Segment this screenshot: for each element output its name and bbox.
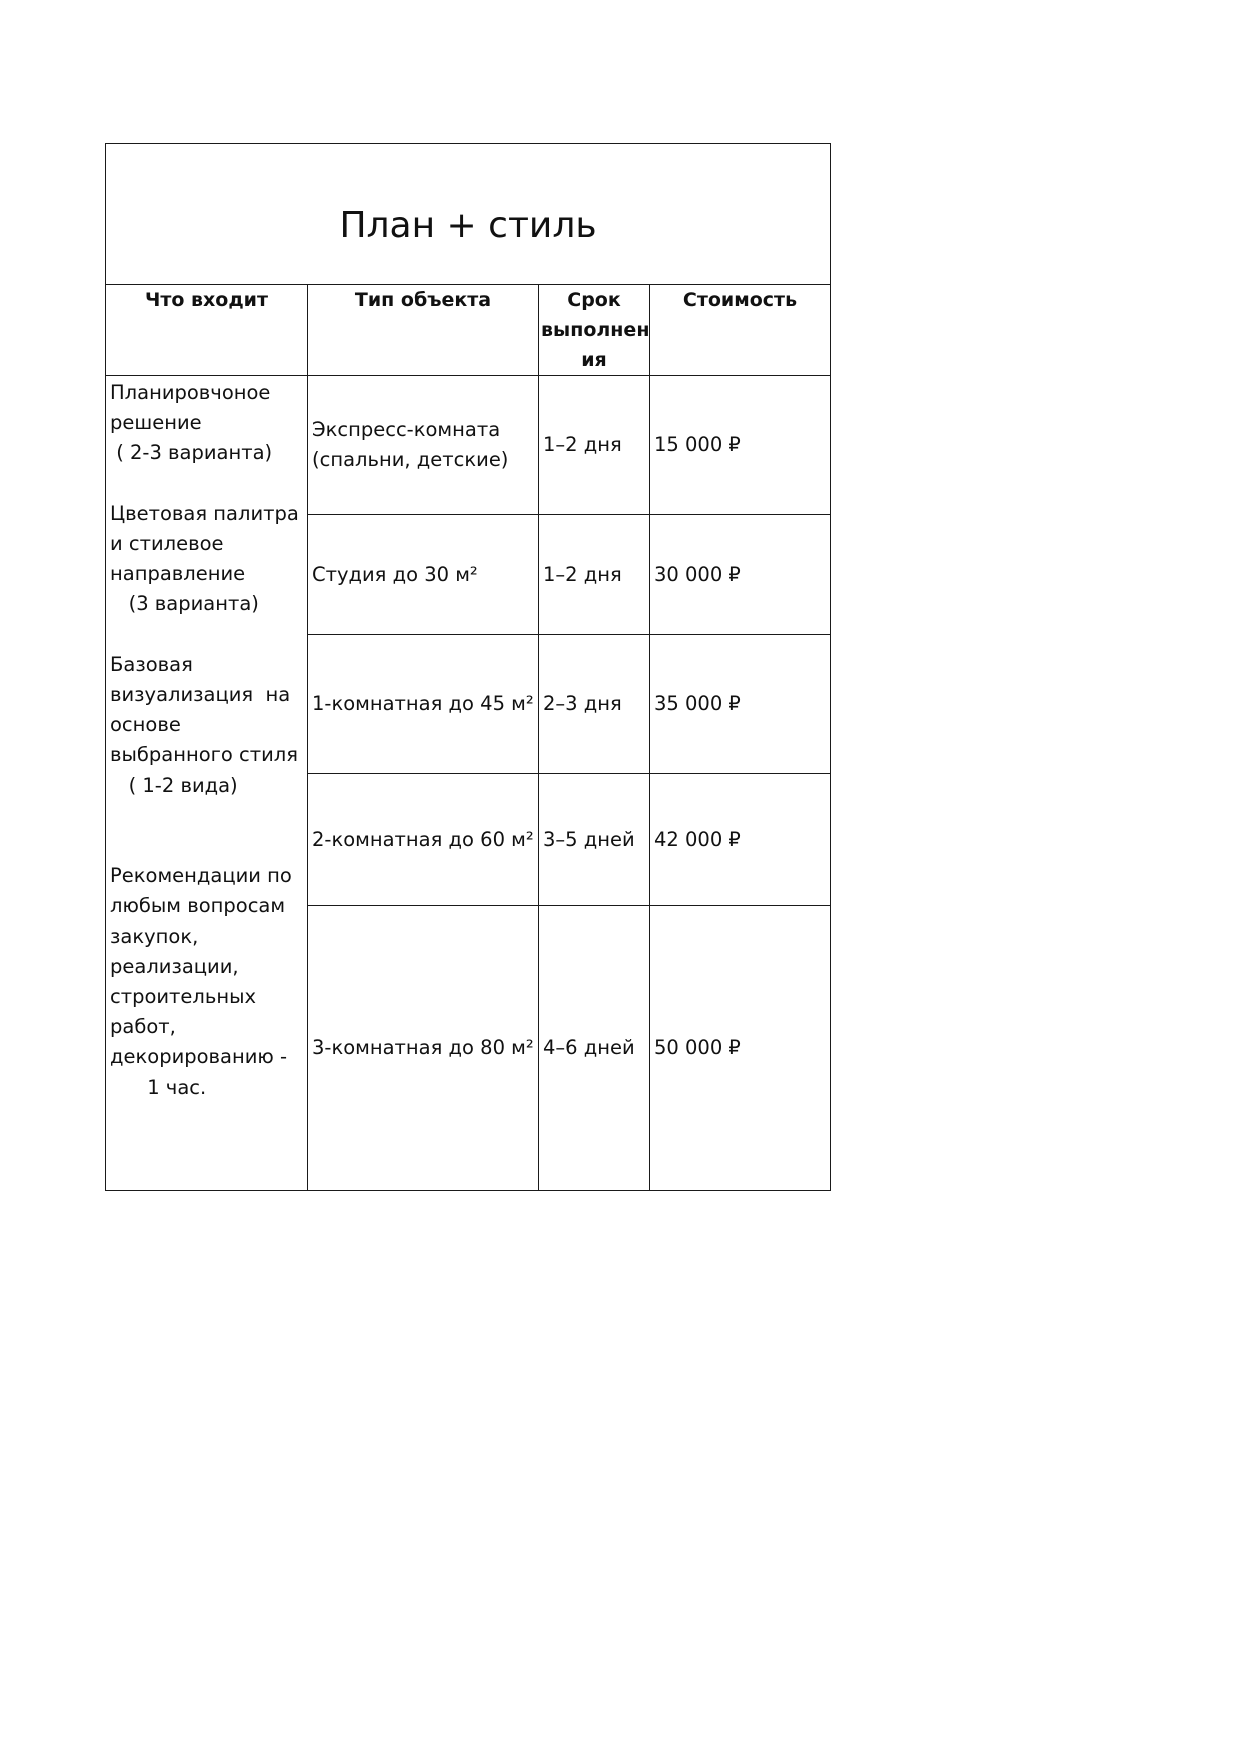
row-4-duration-cell xyxy=(538,773,650,906)
header-object-type: Тип объекта xyxy=(354,289,492,311)
included-cell xyxy=(105,375,308,1191)
row-1-type: Экспресс-комната (спальни, детские) xyxy=(312,418,509,471)
row-5-price-cell xyxy=(649,905,831,1191)
row-4-duration: 3–5 дней xyxy=(543,827,635,851)
header-object-type-cell xyxy=(307,284,539,376)
row-5-type: 3-комнатная до 80 м² xyxy=(312,1036,534,1059)
row-3-type: 1-комнатная до 45 м² xyxy=(312,692,534,715)
row-1-type-cell xyxy=(307,375,539,515)
row-1-price: 15 000 ₽ xyxy=(654,433,741,456)
header-duration-cell xyxy=(538,284,650,376)
header-duration: Срок выполнен ия xyxy=(541,289,650,371)
row-2-duration-cell xyxy=(538,514,650,635)
row-2-type: Студия до 30 м² xyxy=(312,562,478,586)
row-3-price-cell xyxy=(649,634,831,774)
row-2-price-cell xyxy=(649,514,831,635)
row-5-duration: 4–6 дней xyxy=(543,1036,635,1059)
row-3-duration: 2–3 дня xyxy=(543,692,622,715)
row-5-price: 50 000 ₽ xyxy=(654,1036,741,1059)
row-4-type-cell xyxy=(307,773,539,906)
header-included-cell xyxy=(105,284,308,376)
row-1-duration-cell xyxy=(538,375,650,515)
row-3-type-cell xyxy=(307,634,539,774)
included-text: Планировчоное решение ( 2-3 варианта) Цветовая палитра и стилевое направление (3 варианта) Базовая визуализация на основе выбранного стиля ( 1-2 вида) Рекомендации по любым вопросам закупок, реализации, строительных работ, декорированию - 1 час. xyxy=(110,381,299,1099)
header-included: Что входит xyxy=(144,289,269,311)
row-1-price-cell xyxy=(649,375,831,515)
header-price: Стоимость xyxy=(682,289,798,311)
row-4-type: 2-комнатная до 60 м² xyxy=(312,827,534,851)
table-title-cell xyxy=(105,143,831,285)
row-5-type-cell xyxy=(307,905,539,1191)
row-2-type-cell xyxy=(307,514,539,635)
row-4-price: 42 000 ₽ xyxy=(654,827,741,851)
row-4-price-cell xyxy=(649,773,831,906)
table-title: План + стиль xyxy=(339,205,597,246)
row-3-price: 35 000 ₽ xyxy=(654,692,741,715)
row-2-duration: 1–2 дня xyxy=(543,562,622,586)
row-2-price: 30 000 ₽ xyxy=(654,562,741,586)
row-3-duration-cell xyxy=(538,634,650,774)
row-5-duration-cell xyxy=(538,905,650,1191)
header-price-cell xyxy=(649,284,831,376)
row-1-duration: 1–2 дня xyxy=(543,433,622,456)
